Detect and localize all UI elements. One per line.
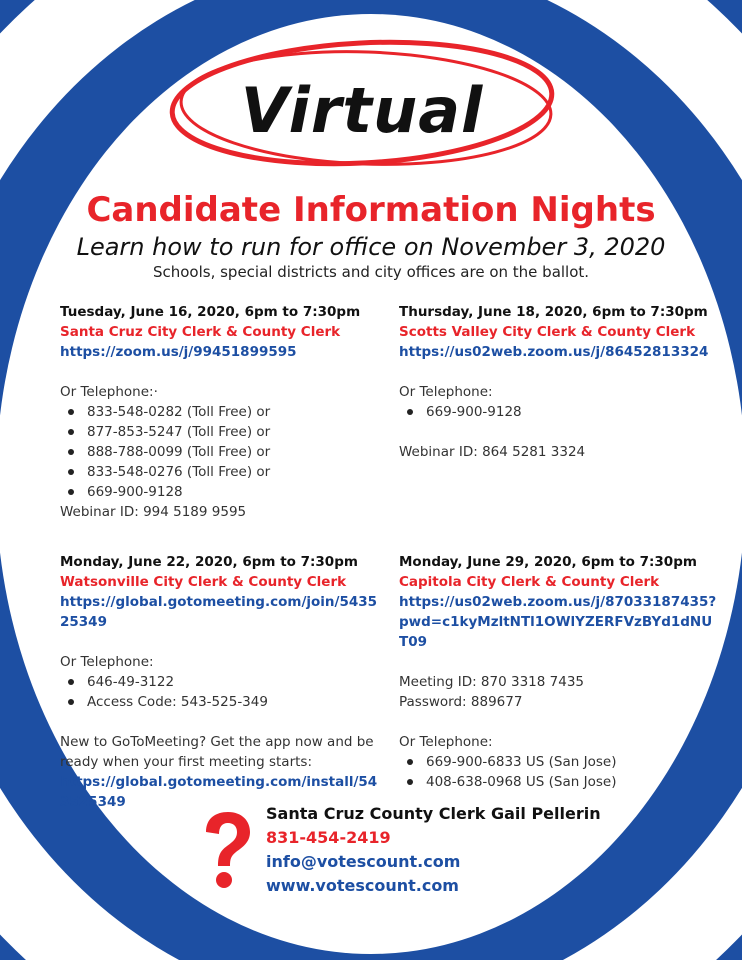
phone-list xyxy=(399,402,709,422)
bullet-dot-icon xyxy=(407,409,413,415)
virtual-heading: Virtual xyxy=(240,74,484,147)
session-link[interactable]: https://us02web.zoom.us/j/87033187435?pwd=c1kyMzltNTl1OWlYZERFVzBYd1dNUT09 xyxy=(399,594,717,650)
question-mark-icon xyxy=(196,808,258,892)
contact-footer xyxy=(266,802,601,898)
telephone-label: Or Telephone: xyxy=(399,734,493,750)
session-card-june-16 xyxy=(60,302,380,522)
telephone-label: Or Telephone:· xyxy=(60,384,158,400)
bullet-dot-icon xyxy=(68,489,74,495)
session-date: Thursday, June 18, 2020, 6pm to 7:30pm xyxy=(399,304,708,320)
ballot-note: Schools, special districts and city offices are on the ballot. xyxy=(152,263,590,281)
contact-phone[interactable]: 831-454-2419 xyxy=(266,828,391,847)
webinar-id: Webinar ID: 994 5189 9595 xyxy=(60,504,247,520)
bullet-dot-icon xyxy=(68,409,74,415)
app-note: New to GoToMeeting? Get the app now and be ready when your first meeting starts: xyxy=(60,734,374,770)
session-link[interactable]: https://zoom.us/j/99451899595 xyxy=(60,344,297,360)
phone-item: 888-788-0099 (Toll Free) or xyxy=(87,442,380,462)
session-card-june-29 xyxy=(399,552,721,792)
session-host: Scotts Valley City Clerk & County Clerk xyxy=(399,324,696,340)
bullet-dot-icon xyxy=(68,429,74,435)
phone-list xyxy=(60,672,378,712)
phone-list xyxy=(399,752,721,792)
phone-item: 408-638-0968 US (San Jose) xyxy=(426,772,721,792)
session-date: Monday, June 22, 2020, 6pm to 7:30pm xyxy=(60,554,358,570)
session-link[interactable]: https://global.gotomeeting.com/join/543525349 xyxy=(60,594,378,630)
session-link[interactable]: https://us02web.zoom.us/j/86452813324 xyxy=(399,344,709,360)
bullet-dot-icon xyxy=(68,449,74,455)
session-date: Monday, June 29, 2020, 6pm to 7:30pm xyxy=(399,554,697,570)
session-date: Tuesday, June 16, 2020, 6pm to 7:30pm xyxy=(60,304,361,320)
bullet-dot-icon xyxy=(407,759,413,765)
bullet-dot-icon xyxy=(68,699,74,705)
page-title: Candidate Information Nights xyxy=(86,190,656,230)
clerk-name: Santa Cruz County Clerk Gail Pellerin xyxy=(266,804,601,823)
contact-website[interactable]: www.votescount.com xyxy=(266,876,459,895)
session-card-june-18 xyxy=(399,302,709,462)
phone-item: 877-853-5247 (Toll Free) or xyxy=(87,422,380,442)
session-host: Santa Cruz City Clerk & County Clerk xyxy=(60,324,341,340)
phone-item: 669-900-6833 US (San Jose) xyxy=(426,752,721,772)
meeting-id: Meeting ID: 870 3318 7435 xyxy=(399,674,584,690)
phone-item: Access Code: 543-525-349 xyxy=(87,692,378,712)
phone-item: 669-900-9128 xyxy=(87,482,380,502)
phone-item: 669-900-9128 xyxy=(426,402,709,422)
page-subtitle: Learn how to run for office on November 3, 2020 xyxy=(76,233,666,261)
session-host: Watsonville City Clerk & County Clerk xyxy=(60,574,347,590)
app-install-link[interactable]: https://global.gotomeeting.com/install/543525349 xyxy=(60,774,378,810)
phone-list xyxy=(60,402,380,502)
phone-item: 833-548-0276 (Toll Free) or xyxy=(87,462,380,482)
telephone-label: Or Telephone: xyxy=(60,654,154,670)
webinar-id: Webinar ID: 864 5281 3324 xyxy=(399,444,586,460)
phone-item: 833-548-0282 (Toll Free) or xyxy=(87,402,380,422)
meeting-password: Password: 889677 xyxy=(399,694,523,710)
bullet-dot-icon xyxy=(407,779,413,785)
bullet-dot-icon xyxy=(68,469,74,475)
phone-item: 646-49-3122 xyxy=(87,672,378,692)
session-card-june-22 xyxy=(60,552,378,812)
bullet-dot-icon xyxy=(68,679,74,685)
telephone-label: Or Telephone: xyxy=(399,384,493,400)
contact-email[interactable]: info@votescount.com xyxy=(266,852,461,871)
session-host: Capitola City Clerk & County Clerk xyxy=(399,574,660,590)
